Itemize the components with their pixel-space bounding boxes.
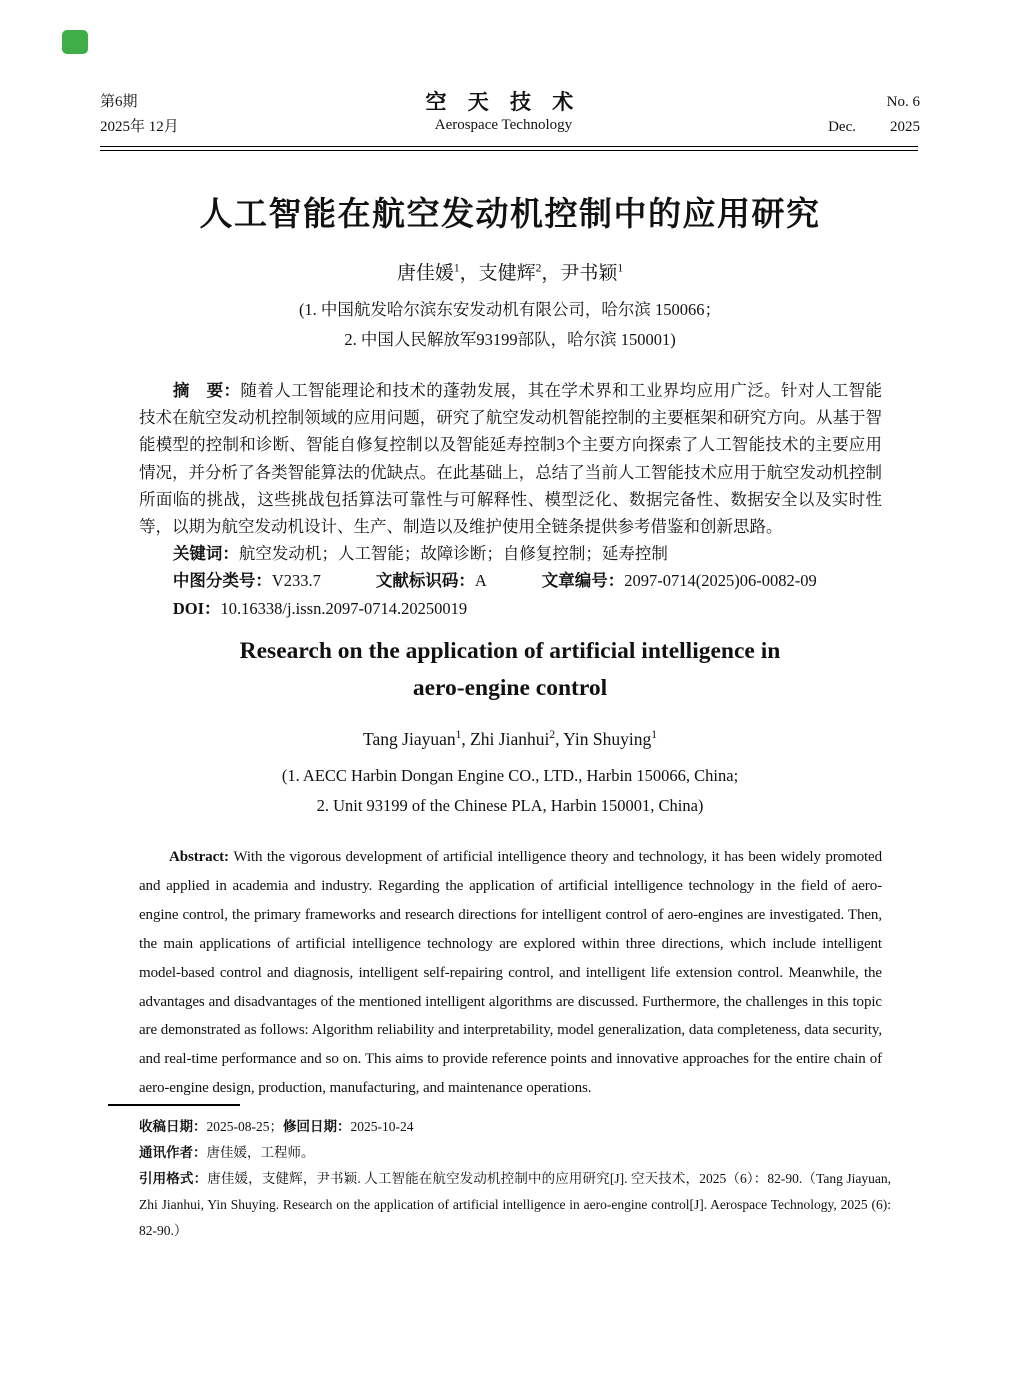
classification-line [139,567,882,594]
article-title-cn: 人工智能在航空发动机控制中的应用研究 [199,197,821,233]
citation-line [139,1166,891,1244]
author-superscript: 1 [651,729,657,742]
citation-text: 唐佳媛，支健辉，尹书颖. 人工智能在航空发动机控制中的应用研究[J]. 空天技术，2025（6）：82-90.（Tang Jiayuan, Zhi Jianhui, Yin Shuying. Research on the application of artificial intelligence in aero-engine control[J]. Aerospace Technology, 2025 (6): 82-90.） [139,1171,892,1238]
author-superscript: 2 [535,262,542,275]
doc-code-label: 文献标识码： [375,571,475,591]
clc-number: V233.7 [271,571,321,591]
affiliation-cn-line: (1. 中国航发哈尔滨东安发动机有限公司，哈尔滨 150066； [298,300,722,319]
abstract-text-cn: 随着人工智能理论和技术的蓬勃发展，其在学术界和工业界均应用广泛。针对人工智能技术在航空发动机控制领域的应用问题，研究了航空发动机智能控制的主要框架和研究方向。从基于智能模型的控制和诊断、智能自修复控制以及智能延寿控制3个主要方向探索了人工智能技术的主要应用情况，并分析了各类智能算法的优缺点。在此基础上，总结了当前人工智能技术应用于航空发动机控制所面临的挑战，这些挑战包括算法可靠性与可解释性、模型泛化、数据完备性、数据安全以及实时性等，以期为航空发动机设计、生产、制造以及维护使用全链条提供参考借鉴和创新思路。 [139,381,883,537]
journal-date-en [828,115,920,140]
received-date-label: 收稿日期： [139,1119,207,1134]
journal-month-en: Dec. [828,119,856,135]
affiliation-cn-line: 2. 中国人民解放军93199部队，哈尔滨 150001) [344,330,676,349]
journal-title-cn: 空 天 技 术 [425,90,582,114]
affiliation-en-line: 2. Unit 93199 of the Chinese PLA, Harbin 150001, China) [316,796,704,815]
corresponding-author-label: 通讯作者： [139,1145,207,1160]
author-superscript: 2 [549,729,556,742]
chinese-front-matter [139,377,882,622]
header-double-rule [100,146,918,151]
author-superscript: 1 [453,262,460,275]
article-title-en-line: Research on the application of artificial intelligence in [239,638,781,664]
journal-title-en: Aerospace Technology [434,117,573,133]
footnotes [139,1114,891,1244]
green-badge-icon [62,30,88,54]
abstract-label-cn: 摘 要： [172,381,241,400]
journal-issue-en: No. 6 [886,94,920,110]
keywords-label: 关键词： [172,544,239,564]
article-title-en-line: aero-engine control [412,675,608,701]
header-right-block [828,90,920,140]
revised-date-label: 修回日期： [283,1119,351,1134]
article-no-label: 文章编号： [541,571,625,591]
author-name-cn: ，尹书颖 [541,263,618,284]
author-name-en: Tang Jiayuan [363,729,456,749]
journal-header [100,90,920,140]
doi-line [139,595,882,622]
revised-date: 2025-10-24 [350,1119,414,1134]
footnote-divider [108,1104,240,1106]
corresponding-author: 唐佳媛，工程师。 [206,1145,315,1160]
doi-label: DOI： [172,598,221,618]
abstract-cn [139,377,882,540]
clc-label: 中图分类号： [172,571,272,591]
journal-year-en: 2025 [889,119,920,135]
doc-code: A [474,571,487,591]
header-center-block [426,90,582,136]
authors-en [0,729,1020,750]
abstract-label-en: Abstract: [169,849,229,865]
header-left-block [100,90,179,140]
journal-date-cn: 2025年 12月 [100,119,179,135]
keywords-line [139,540,882,567]
dates-line [139,1114,891,1140]
abstract-text-en: With the vigorous development of artificial intelligence theory and technology, it has been widely promoted and applied in academia and industry. Regarding the application of artificial intelligence technology in the field of aero-engine control, the primary frameworks and research directions for intelligent control of aero-engines are investigated. Then, the main applications of artificial intelligence technology are explored within three directions, which include intelligent model-based control and diagnosis, intelligent self-repairing control, and intelligent life extension control. Meanwhile, the advantages and disadvantages of the mentioned intelligent algorithms are discussed. Furthermore, the challenges in this topic are demonstrated as follows: Algorithm reliability and interpretability, model generalization, data completeness, data security, and real-time performance and so on. This aims to provide reference points and innovative approaches for the entire chain of aero-engine design, production, manufacturing, and maintenance operations. [139,849,883,1097]
author-name-cn: 唐佳媛 [396,263,454,284]
author-superscript: 1 [455,729,462,742]
keywords-text: 航空发动机；人工智能；故障诊断；自修复控制；延寿控制 [238,544,668,564]
author-superscript: 1 [617,262,624,275]
author-name-en: , Yin Shuying [555,729,652,749]
journal-issue-cn: 第6期 [100,94,138,110]
article-title-en [0,633,1020,707]
received-date: 2025-08-25； [206,1119,283,1134]
author-name-en: , Zhi Jianhui [461,729,550,749]
affiliations-en [0,761,1020,821]
article-no: 2097-0714(2025)06-0082-09 [624,571,817,591]
affiliation-en-line: (1. AECC Harbin Dongan Engine CO., LTD., Harbin 150066, China; [281,766,739,785]
corresponding-author-line [139,1140,891,1166]
authors-cn [0,258,1020,285]
affiliations-cn [0,295,1020,355]
author-name-cn: ，支健辉 [459,263,536,284]
citation-label: 引用格式： [139,1171,208,1186]
doi-value: 10.16338/j.issn.2097-0714.20250019 [220,598,468,618]
abstract-en [139,843,882,1103]
